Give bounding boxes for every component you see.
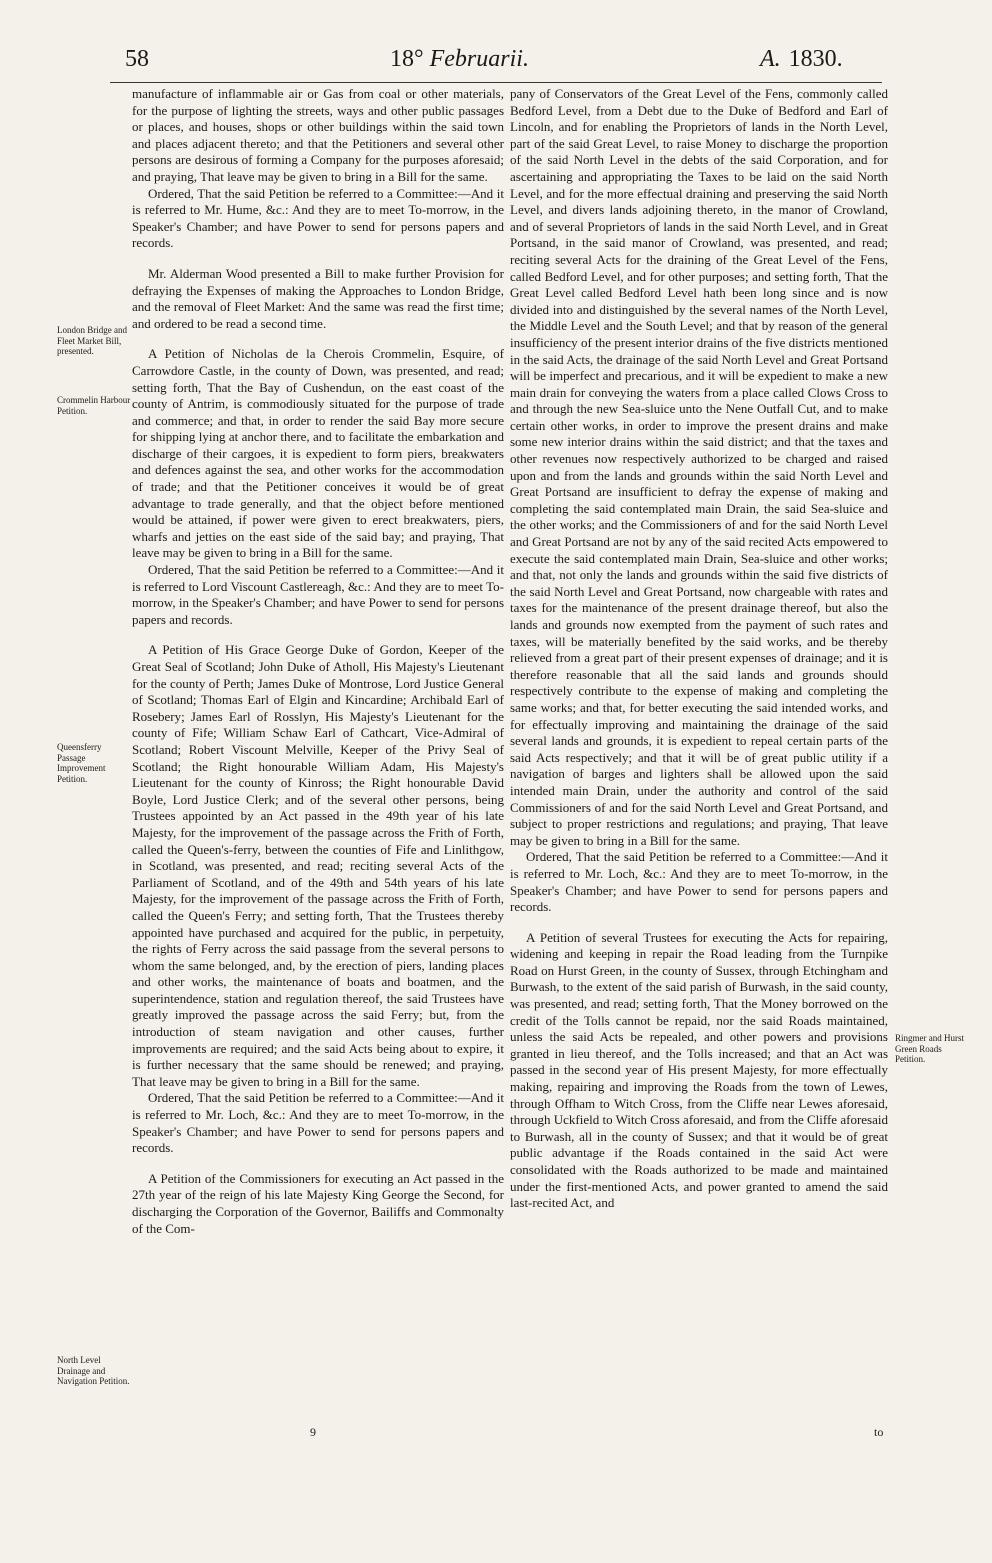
paragraph-crommelin-petition: A Petition of Nicholas de la Cherois Crommelin, Esquire, of Carrowdore Castle, in the county of Down, was presented, and read; setting forth, That the Bay of Cushendun, on the east coast of the county of Antrim, is commodiously situated for the purpose of trade and commerce; and that, in order to render the said Bay more secure for shipping lying at anchor there, and to facilitate the embarkation and discharge of their cargoes, it is expedient to form piers, breakwaters and defences against the sea, and other works for the accommodation of trade; and that the Petitioner conceives it would be of great advantage to trade generally, and that the object before mentioned would be attained, if power were given to erect breakwaters, piers, wharfs and jetties on the east side of the said bay; and praying, That leave may be given to bring in a Bill for the same.: [132, 346, 504, 561]
year-prefix: A.: [760, 46, 781, 72]
paragraph-london-bridge-bill: Mr. Alderman Wood presented a Bill to make further Provision for defraying the Expenses of making the Approaches to London Bridge, and the removal of Fleet Market: And the same was read the first time; and ordered to be read a second time.: [132, 265, 504, 331]
margin-note-north-level: North Level Drainage and Navigation Petition.: [57, 1355, 130, 1386]
right-column: [510, 86, 888, 1212]
date-day: 18°: [390, 46, 424, 72]
paragraph-north-level-petition-start: A Petition of the Commissioners for executing an Act passed in the 27th year of the reign of his late Majesty King George the Second, for discharging the Corporation of the Governor, Bailiffs and Commonalty of the Com-: [132, 1170, 504, 1236]
paragraph-order-loch-1: Ordered, That the said Petition be referred to a Committee:—And it is referred to Mr. Loch, &c.: And they are to meet To-morrow, in the Speaker's Chamber; and have Power to send for persons papers and records.: [132, 1090, 504, 1156]
catchword: to: [874, 1425, 884, 1439]
header-rule: [110, 82, 882, 83]
margin-note-queensferry: Queensferry Passage Improvement Petition.: [57, 742, 106, 784]
left-column: [132, 86, 504, 1237]
page-header: [0, 46, 992, 82]
page-date: [390, 46, 529, 73]
margin-note-crommelin: Crommelin Harbour Petition.: [57, 395, 131, 416]
date-month: Februarii.: [429, 46, 529, 72]
paragraph-gas-petition-end: manufacture of inflammable air or Gas from coal or other materials, for the purpose of lighting the streets, ways and other public passages or places, and houses, shops or other buildings within the said town and places adjacent thereto; and that the Petitioners and several other persons are desirous of forming a Company for the purposes aforesaid; and praying, That leave may be given to bring in a Bill for the same.: [132, 86, 504, 184]
paragraph-ringmer-petition: A Petition of several Trustees for executing the Acts for repairing, widening and keeping in repair the Road leading from the Turnpike Road on Hurst Green, in the county of Sussex, through Etchingham and Burwash, to the extent of the said parish of Burwash, in the said county, was presented, and read; setting forth, That the Money borrowed on the credit of the Tolls cannot be repaid, nor the said Roads maintained, unless the said Acts be repealed, and other powers and provisions granted in lieu thereof, and the Tolls increased; and that an Act was passed in the second year of His present Majesty, for more effectually making, repairing and improving the Roads from the town of Lewes, through Offham to Witch Cross, from the Cliffe near Lewes aforesaid, through Uckfield to Witch Cross aforesaid, and from the Cliffe aforesaid to Burwash, all in the county of Sussex; and that it would be of great public advantage if the Roads contained in the said Act were consolidated with the Roads authorized to be made and maintained under the first-mentioned Acts, and power granted to amend the said last-recited Act, and: [510, 929, 888, 1211]
signature-mark: 9: [310, 1425, 316, 1439]
paragraph-queensferry-petition: A Petition of His Grace George Duke of Gordon, Keeper of the Great Seal of Scotland; John Duke of Atholl, His Majesty's Lieutenant for the county of Perth; James Duke of Montrose, Lord Justice General of Scotland; Thomas Earl of Elgin and Kincardine; Archibald Earl of Rosebery; James Earl of Rosslyn, His Majesty's Lieutenant for the county of Fife; William Schaw Earl of Cathcart, Vice-Admiral of Scotland; Robert Viscount Melville, Keeper of the Privy Seal of Scotland; the Right honourable William Adam, His Majesty's Lieutenant for the county of Kinross; the Right honourable David Boyle, Lord Justice Clerk; and of the several other persons, being Trustees appointed by an Act passed in the 49th year of his late Majesty, for the improvement of the passage across the Frith of Forth, called the Queen's-ferry, between the counties of Fife and Linlithgow, in Scotland, was presented, and read; reciting several Acts of the Parliament of Scotland, and of the 49th and 54th years of his late Majesty, for the improvement of the passage across the Frith of Forth, called the Queen's Ferry; and setting forth, That the Trustees thereby appointed have purchased and acquired for the public, in perpetuity, the rights of Ferry across the said passage from the several persons to whom the same belonged, and, by the erection of piers, landing places and other works, the maintenance of boats and boatmen, and the superintendence, station and regulation thereof, the said Trustees have greatly improved the passage across the said Ferry; but, from the introduction of steam navigation and other causes, further improvements are required; and the said Acts being about to expire, it is further necessary that the same should be renewed; and praying, That leave may be given to bring in a Bill for the same.: [132, 642, 504, 1089]
page-number: 58: [125, 46, 149, 72]
paragraph-order-loch-2: Ordered, That the said Petition be referred to a Committee:—And it is referred to Mr. Loch, &c.: And they are to meet To-morrow, in the Speaker's Chamber; and have Power to send for persons papers and records.: [510, 849, 888, 915]
paragraph-order-castlereagh: Ordered, That the said Petition be referred to a Committee:—And it is referred to Lord Viscount Castlereagh, &c.: And they are to meet To-morrow, in the Speaker's Chamber; and have Power to send for persons papers and records.: [132, 562, 504, 627]
page-year: [760, 46, 843, 73]
margin-note-london-bridge: London Bridge and Fleet Market Bill, presented.: [57, 325, 127, 356]
paragraph-order-hume: Ordered, That the said Petition be referred to a Committee:—And it is referred to Mr. Hume, &c.: And they are to meet To-morrow, in the Speaker's Chamber; and have Power to send for persons papers and records.: [132, 185, 504, 251]
year-value: 1830.: [788, 46, 843, 72]
paragraph-north-level-petition-cont: pany of Conservators of the Great Level of the Fens, commonly called Bedford Level, from a Debt due to the Duke of Bedford and Earl of Lincoln, and for enabling the Proprietors of lands in the North Level, part of the said Great Level, to raise Money to discharge the proportion of the said North Level in the debts of the said Corporation, and for ascertaining and appropriating the Taxes to be laid on the said North Level, and for the more effectual draining and preserving the said North Level, and divers lands adjoining thereto, in the manor of Crowland, and of several Proprietors of lands in the said North Level, and in Great Portsand, in the said manor of Crowland, was presented, and read; reciting several Acts for the draining of the Great Level of the Fens, called Bedford Level, and for other purposes; and setting forth, That the Great Level called Bedford Level hath been long since and is now divided into and distinguished by the several names of the North Level, the Middle Level and the South Level; and that by reason of the general insufficiency of the present interior drains of the five districts mentioned in the said Acts, the drainage of the said North Level and Great Portsand will be imperfect and precarious, and it will be expedient to make a new main drain for conveying the waters from a place called Clows Cross to and through the new Sea-sluice unto the Nene Outfall Cut, and to make certain other works, in order to improve the present drains and make some new interior drains within the said district; and that the taxes and other revenues now respectively authorized to be charged and raised upon and from the lands and grounds within the said North Level and Great Portsand are insufficient to defray the expense of making and completing the said contemplated main Drain, the said Sea-sluice and the other works; and the Commissioners of and for the said North Level and Great Portsand are not by any of the said recited Acts empowered to execute the said contemplated main Drain, Sea-sluice and other works; and that, not only the lands and grounds within the said five districts of the said North Level and Great Portsand, now chargeable with rates and taxes for the maintenance of the present drainage thereof, but also the lands and grounds now exempted from the payment of such rates and taxes, will be materially benefited by the said works, and be thereby relieved from a great part of their present expenses of drainage; and it is therefore reasonable that all the said lands and grounds should respectively contribute to the expense of making and completing the same works; and that, for better executing the said intended works, and for effectually improving and maintaining the drainage of the said several lands and grounds, it is expedient to repeal certain parts of the said Acts respectively; and that it will be of great public utility if a navigation of barges and lighters shall be allowed upon the said intended main Drain, under the authority and control of the said Commissioners of and for the said North Level and Great Portsand, and subject to proper restrictions and regulations; and praying, That leave may be given to bring in a Bill for the same.: [510, 86, 888, 848]
margin-note-ringmer: Ringmer and Hurst Green Roads Petition.: [895, 1033, 964, 1064]
